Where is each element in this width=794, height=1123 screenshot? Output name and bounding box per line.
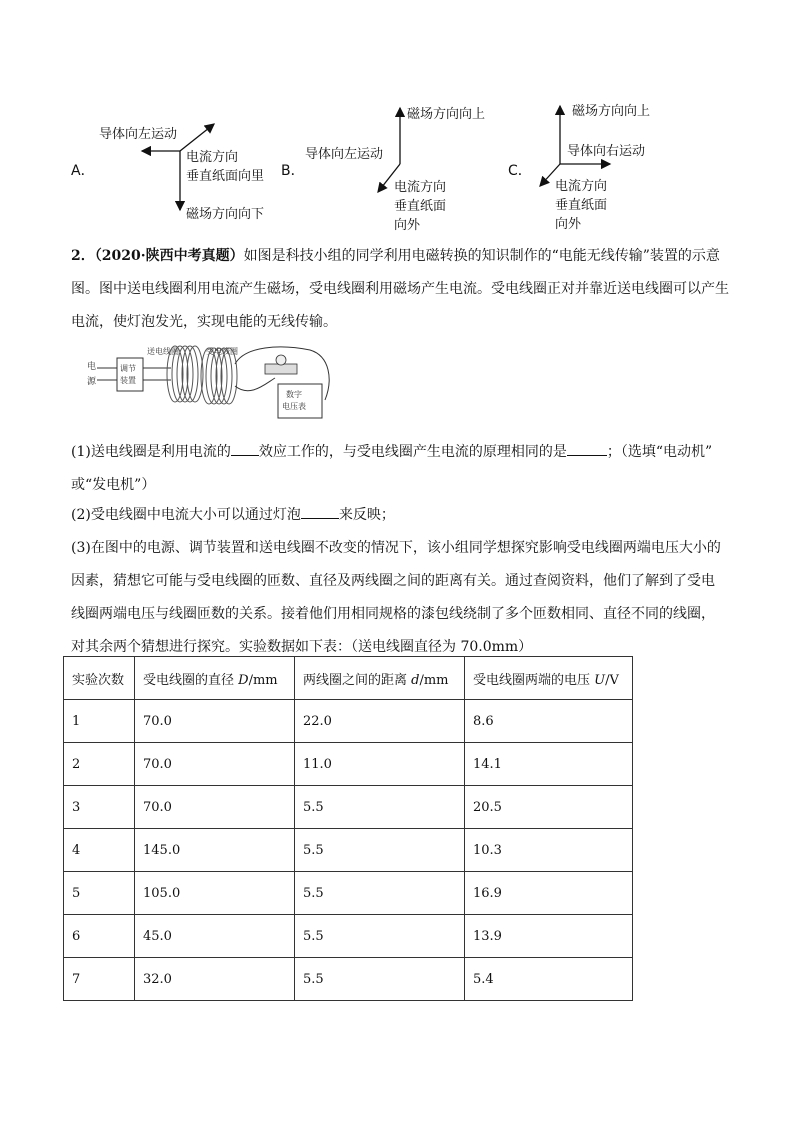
table-row: [64, 829, 633, 872]
send-coil-label: 送电线圈: [147, 347, 179, 356]
option-b-current-label-1: 电流方向: [394, 180, 447, 195]
question-2-line-3: 电流，使灯泡发光，实现电能的无线传输。: [71, 314, 337, 330]
option-b-current-label-3: 向外: [394, 218, 421, 233]
table-cell: 4: [64, 829, 135, 872]
option-c-conductor-label: 导体向右运动: [567, 144, 646, 159]
table-cell: 22.0: [295, 700, 465, 743]
blank-principle[interactable]: [567, 441, 607, 456]
option-a-letter[interactable]: A．: [71, 163, 95, 179]
table-cell: 20.5: [465, 786, 633, 829]
table-cell: 3: [64, 786, 135, 829]
table-cell: 145.0: [135, 829, 295, 872]
regulator-box: [117, 358, 143, 391]
sub-question-1: [71, 436, 712, 502]
table-row: [64, 743, 633, 786]
question-stem-text: 如图是科技小组的同学利用电磁转换的知识制作的“电能无线传输”装置的示意: [243, 248, 720, 264]
table-cell: 14.1: [465, 743, 633, 786]
table-header-row: [64, 657, 633, 700]
recv-coil-label: 受电线圈: [206, 347, 238, 356]
sub1-text-1: (1)送电线圈是利用电流的: [71, 444, 231, 460]
question-2-line-1: [71, 240, 729, 273]
table-cell: 5.5: [295, 958, 465, 1001]
sub1-text-3: ；（选填“电动机”: [606, 444, 713, 460]
sub-question-3-line-3: 线圈两端电压与线圈匝数的关系。接着他们用相同规格的漆包线绕制了多个匝数相同、直径不同的线圈，: [71, 606, 715, 622]
option-b-letter[interactable]: B．: [281, 163, 305, 179]
lamp-base: [265, 364, 297, 374]
table-cell: 5.4: [465, 958, 633, 1001]
table-header-cell: 受电线圈两端的电压 U/V: [465, 657, 633, 700]
table-row: [64, 872, 633, 915]
table-row: [64, 915, 633, 958]
option-c-current-label-1: 电流方向: [555, 179, 608, 194]
question-2-line-2: 图。图中送电线圈利用电流产生磁场，受电线圈利用磁场产生电流。受电线圈正对并靠近送电线圈可以产生: [71, 281, 729, 297]
question-source: （2020·陕西中考真题）: [94, 248, 244, 264]
blank-lamp[interactable]: [301, 504, 339, 519]
meter-label-2: 电压表: [282, 402, 306, 411]
table-header-cell: 两线圈之间的距离 d/mm: [295, 657, 465, 700]
option-c-letter[interactable]: C．: [508, 163, 532, 179]
regulator-label-1: 调节: [120, 364, 136, 373]
option-b-field-label: 磁场方向向上: [407, 107, 486, 122]
table-cell: 16.9: [465, 872, 633, 915]
option-b-current-label-2: 垂直纸面: [394, 199, 447, 214]
option-c-field-label: 磁场方向向上: [572, 104, 651, 119]
sub-question-2: [71, 499, 395, 532]
table-row: [64, 700, 633, 743]
table-cell: 5.5: [295, 872, 465, 915]
table-cell: 2: [64, 743, 135, 786]
sub-question-1-line-2: 或“发电机”）: [71, 477, 156, 493]
sub-question-3-line-4: 对其余两个猜想进行探究。实验数据如下表：（送电线圈直径为 70.0mm）: [71, 639, 533, 655]
question-2-stem: [71, 240, 729, 339]
question-number: 2．: [71, 248, 95, 264]
sub2-text-2: 来反映；: [338, 507, 395, 523]
receive-coil: [201, 348, 237, 404]
table-cell: 45.0: [135, 915, 295, 958]
table-cell: 5.5: [295, 915, 465, 958]
table-cell: 13.9: [465, 915, 633, 958]
option-c-current-label-3: 向外: [555, 217, 582, 232]
blank-effect[interactable]: [231, 441, 259, 456]
table-cell: 8.6: [465, 700, 633, 743]
regulator-label-2: 装置: [120, 376, 136, 385]
table-cell: 5.5: [295, 786, 465, 829]
table-header-cell: 受电线圈的直径 D/mm: [135, 657, 295, 700]
table-cell: 105.0: [135, 872, 295, 915]
option-a-current-label-1: 电流方向: [186, 150, 239, 165]
table-row: [64, 958, 633, 1001]
wireless-transfer-figure: [85, 340, 335, 435]
sub-question-1-line-1: [71, 436, 712, 469]
table-header-cell: 实验次数: [64, 657, 135, 700]
table-cell: 10.3: [465, 829, 633, 872]
table-cell: 5: [64, 872, 135, 915]
option-c-current-label-2: 垂直纸面: [555, 198, 608, 213]
experiment-data-table: [63, 656, 633, 1001]
table-cell: 70.0: [135, 786, 295, 829]
table-cell: 7: [64, 958, 135, 1001]
table-cell: 6: [64, 915, 135, 958]
table-row: [64, 786, 633, 829]
power-label-2: 源: [87, 377, 97, 387]
meter-label-1: 数字: [286, 390, 302, 399]
option-a-field-label: 磁场方向向下: [186, 207, 265, 222]
sub2-text-1: (2)受电线圈中电流大小可以通过灯泡: [71, 507, 301, 523]
sub-question-3-line-2: 因素，猜想它可能与受电线圈的匝数、直径及两线圈之间的距离有关。通过查阅资料，他们了解到了受电: [71, 573, 715, 589]
table-cell: 70.0: [135, 700, 295, 743]
power-label-1: 电: [87, 362, 97, 372]
sub-question-3-line-1: (3)在图中的电源、调节装置和送电线圈不改变的情况下，该小组同学想探究影响受电线圈两端电压大小的: [71, 540, 721, 556]
table-cell: 1: [64, 700, 135, 743]
table-cell: 5.5: [295, 829, 465, 872]
table-cell: 32.0: [135, 958, 295, 1001]
sub1-text-2: 效应工作的，与受电线圈产生电流的原理相同的是: [258, 444, 567, 460]
table-cell: 70.0: [135, 743, 295, 786]
option-a-conductor-label: 导体向左运动: [99, 127, 178, 142]
option-b-conductor-label: 导体向左运动: [305, 147, 384, 162]
option-a-current-label-2: 垂直纸面向里: [186, 169, 265, 184]
sub-question-3: [71, 532, 721, 664]
lamp-bulb: [276, 355, 286, 365]
table-cell: 11.0: [295, 743, 465, 786]
